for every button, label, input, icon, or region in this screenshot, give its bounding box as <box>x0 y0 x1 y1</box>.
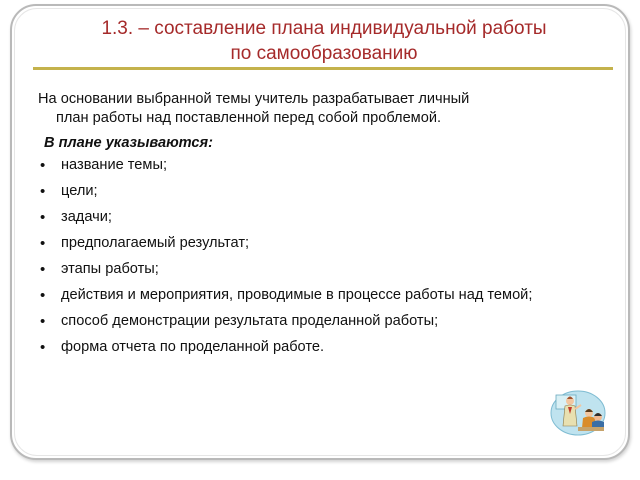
list-item <box>38 234 558 253</box>
slide-title <box>44 16 604 66</box>
slide-body <box>38 90 558 364</box>
bullet-icon: • <box>40 339 46 356</box>
bullet-icon: • <box>40 313 46 330</box>
title-line-2: по самообразованию <box>230 43 418 64</box>
list-item <box>38 338 558 357</box>
list-item-text: предполагаемый результат; <box>61 235 250 251</box>
title-line-1 <box>44 16 604 41</box>
intro-line-1: На основании выбранной темы учитель разрабатывает личный <box>38 91 470 107</box>
list-item <box>38 312 558 331</box>
list-item <box>38 286 558 305</box>
list-item <box>38 182 558 201</box>
intro-paragraph <box>38 90 558 128</box>
title-line-1-text: – составление плана индивидуальной работы <box>133 18 547 39</box>
intro-line-2: план работы над поставленной перед собой проблемой. <box>56 110 442 126</box>
bullet-icon: • <box>40 183 46 200</box>
list-subheading: В плане указываются: <box>44 135 213 151</box>
bullet-icon: • <box>40 261 46 278</box>
list-item-text: способ демонстрации результата проделанной работы; <box>61 313 439 329</box>
list-item-text: форма отчета по проделанной работе. <box>61 339 325 355</box>
bullet-icon: • <box>40 157 46 174</box>
bullet-icon: • <box>40 287 46 304</box>
list-item <box>38 208 558 227</box>
list-item <box>38 260 558 279</box>
bullet-icon: • <box>40 235 46 252</box>
bullet-icon: • <box>40 209 46 226</box>
title-number: 1.3. <box>101 18 134 39</box>
list-item-text: этапы работы; <box>61 261 159 277</box>
plan-items-list <box>38 156 558 357</box>
list-item-text: цели; <box>61 183 98 199</box>
list-item-text: название темы; <box>61 157 168 173</box>
list-item-text: действия и мероприятия, проводимые в процессе работы над темой; <box>61 287 533 303</box>
title-divider <box>33 67 613 70</box>
list-item-text: задачи; <box>61 209 112 225</box>
teacher-students-clipart-icon <box>548 387 608 437</box>
list-item <box>38 156 558 175</box>
